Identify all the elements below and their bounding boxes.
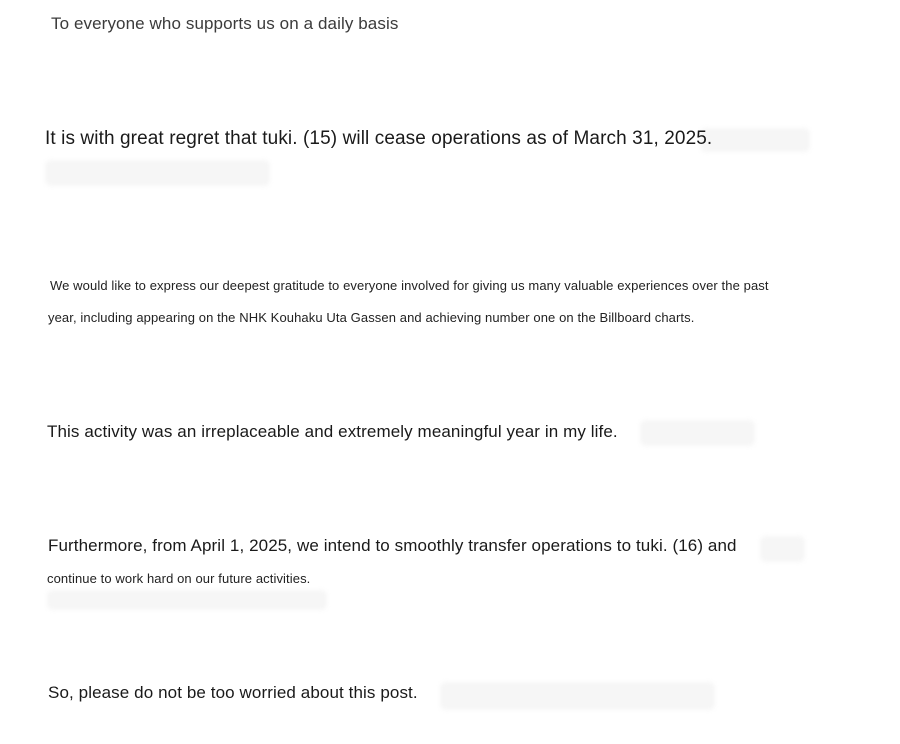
faded-text-remnant [760, 536, 805, 562]
reflection-text: This activity was an irreplaceable and extremely meaningful year in my life. [47, 422, 618, 441]
faded-text-remnant [45, 160, 270, 186]
faded-text-remnant [47, 590, 327, 610]
closing-text: So, please do not be too worried about this post. [48, 683, 418, 702]
faded-text-remnant [440, 682, 715, 710]
salutation-text: To everyone who supports us on a daily basis [51, 14, 399, 33]
announcement-text: It is with great regret that tuki. (15) will cease operations as of March 31, 2025. [45, 128, 713, 149]
faded-text-remnant [700, 128, 810, 152]
gratitude-text-line-1: We would like to express our deepest gratitude to everyone involved for giving us many valuable experiences over the past [50, 278, 769, 293]
transfer-text-line-2: continue to work hard on our future activities. [47, 571, 311, 586]
faded-text-remnant [640, 420, 755, 446]
transfer-text-line-1: Furthermore, from April 1, 2025, we intend to smoothly transfer operations to tuki. (16) and [48, 536, 737, 555]
gratitude-text-line-2: year, including appearing on the NHK Kouhaku Uta Gassen and achieving number one on the Billboard charts. [48, 310, 695, 325]
